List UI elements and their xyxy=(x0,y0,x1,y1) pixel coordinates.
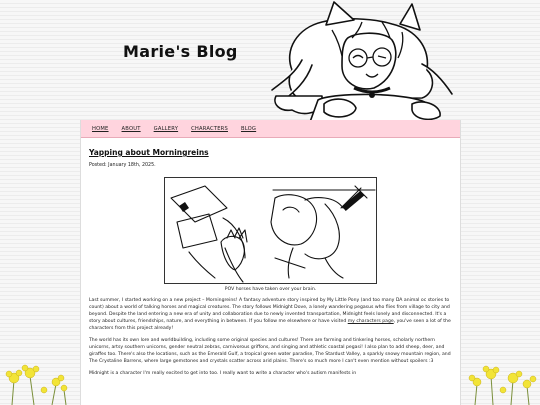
characters-page-link[interactable]: my characters page xyxy=(347,319,394,324)
yellow-flower-icon xyxy=(465,362,540,405)
post-paragraph-2: The world has its own lore and worldbuilding, including some original species and cultures! There are farming and tinkering horses, scholarly northern unicorns, artsy southern unicorns, gender neutral zebras, carnivorous griffons, and singing and athletic coastal pegasi! I also plan to add sheep, deer, and giraffes too. There's also the locations, such as the Emerald Gulf, a tropical green water paradise, The Stardust Valley, a sparkly snowy mountain region, and The Crystaline Barrens, where large gemstones and crystals scatter across arid plains. There's so much more I can't even mention without spoilers :3 xyxy=(89,338,451,364)
post-paragraph-1 xyxy=(89,297,452,332)
nav-bar xyxy=(81,120,460,138)
post-title: Yapping about Morningreins xyxy=(89,148,209,157)
cat-girl-mascot-drawing-icon xyxy=(262,0,462,122)
content-container xyxy=(80,120,461,405)
post-date: Posted: January 18th, 2025. xyxy=(89,163,156,168)
blog-title: Marie's Blog xyxy=(123,42,238,61)
blog-post xyxy=(81,138,460,377)
figure-caption: POV horses have taken over your brain. xyxy=(224,287,317,292)
nav-about-link[interactable]: ABOUT xyxy=(121,125,141,132)
post-paragraph-3: Midnight is a character I'm really excited to get into too. I really want to write a character who's autism manifests in xyxy=(89,371,357,376)
paragraph-1-text-b: , you've seen a lot of the characters from this project already! xyxy=(89,319,451,331)
blog-header xyxy=(0,0,540,120)
nav-characters-link[interactable]: CHARACTERS xyxy=(191,125,228,132)
post-illustration xyxy=(164,177,377,284)
paragraph-1-text-a: Last summer, I started working on a new project – Morningreins! A fantasy adventure story inspired by My Little Pony (and too many DA animal oc stories to count) about a world of talking horses and magical creatures. The story follows Midnight Dove, a lonely wandering pegasus who flies from village to city and beyond. Despite the land entering a new era of unity and collaboration due to newly invented transportation, Midnight feels lonely and disconnected. It's a story about cultures, friendships, nature, and everything in between. If you follow me elsewhere or have visited xyxy=(89,298,450,324)
horse-sketch-illustration-icon xyxy=(165,178,376,283)
yellow-flower-icon xyxy=(0,360,75,405)
nav-gallery-link[interactable]: GALLERY xyxy=(153,125,179,132)
nav-home-link[interactable]: HOME xyxy=(92,125,109,132)
nav-blog-link[interactable]: BLOG xyxy=(240,125,257,132)
